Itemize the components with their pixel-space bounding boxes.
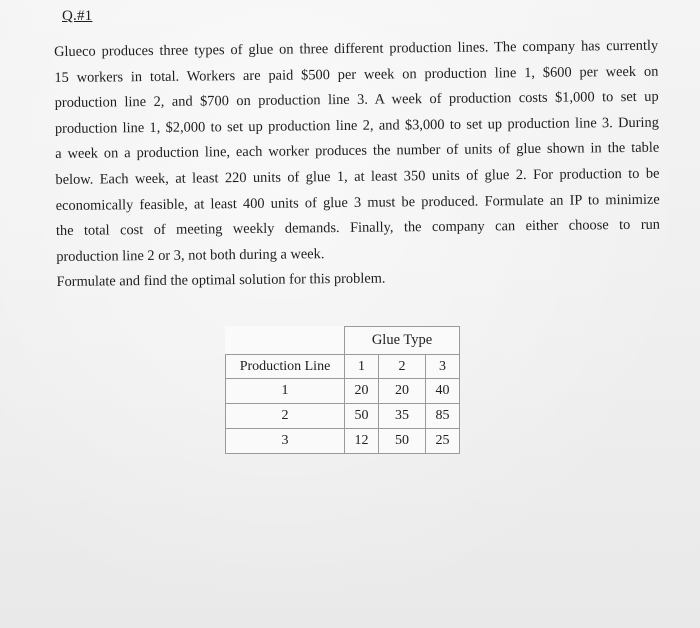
table-row [226,379,460,404]
table-cell: 50 [379,429,426,454]
problem-line: Formulate and find the optimal solution for this problem. [56,270,386,291]
problem-line: below. Each week, at least 220 units of glue 1, at least 350 units of glue 2. For production to be [55,165,660,188]
question-number: Q.#1 [62,8,93,24]
problem-line: economically feasible, at least 400 units of glue 3 must be produced. Formulate an IP to minimize [55,191,660,214]
table-cell: 25 [426,429,460,454]
table-cell: 35 [379,404,426,429]
problem-line: a week on a production line, each worker produces the number of units of glue shown in the table [55,140,660,163]
problem-line: production line 2 or 3, not both during a week. [56,245,325,265]
table-cell: 20 [379,379,426,404]
problem-line: Glueco produces three types of glue on three different production lines. The company has currently [54,37,659,60]
table-cell: 20 [345,379,379,404]
production-line-header: Production Line [226,355,345,379]
table-cell: 50 [345,404,379,429]
problem-line: production line 1, $2,000 to set up production line 2, and $3,000 to set up production line 3. During [54,114,659,137]
problem-line: 15 workers in total. Workers are paid $500 per week on production line 1, $600 per week on [54,63,659,86]
production-line-cell: 3 [226,429,345,454]
production-table [225,326,460,454]
problem-line: the total cost of meeting weekly demands. Finally, the company can either choose to run [55,216,661,240]
problem-line: production line 2, and $700 on production line 3. A week of production costs $1,000 to set up [54,88,659,112]
production-line-cell: 1 [226,379,345,404]
glue-column-header: 2 [379,355,426,379]
problem-statement [54,34,661,296]
table-cell: 12 [345,429,379,454]
table-row [226,404,460,429]
glue-column-header: 3 [426,355,460,379]
table-corner [226,327,345,355]
table-cell: 40 [426,379,460,404]
table-cell: 85 [426,404,460,429]
table-row [226,429,460,454]
production-line-cell: 2 [226,404,345,429]
glue-column-header: 1 [345,355,379,379]
glue-type-header: Glue Type [345,327,460,355]
